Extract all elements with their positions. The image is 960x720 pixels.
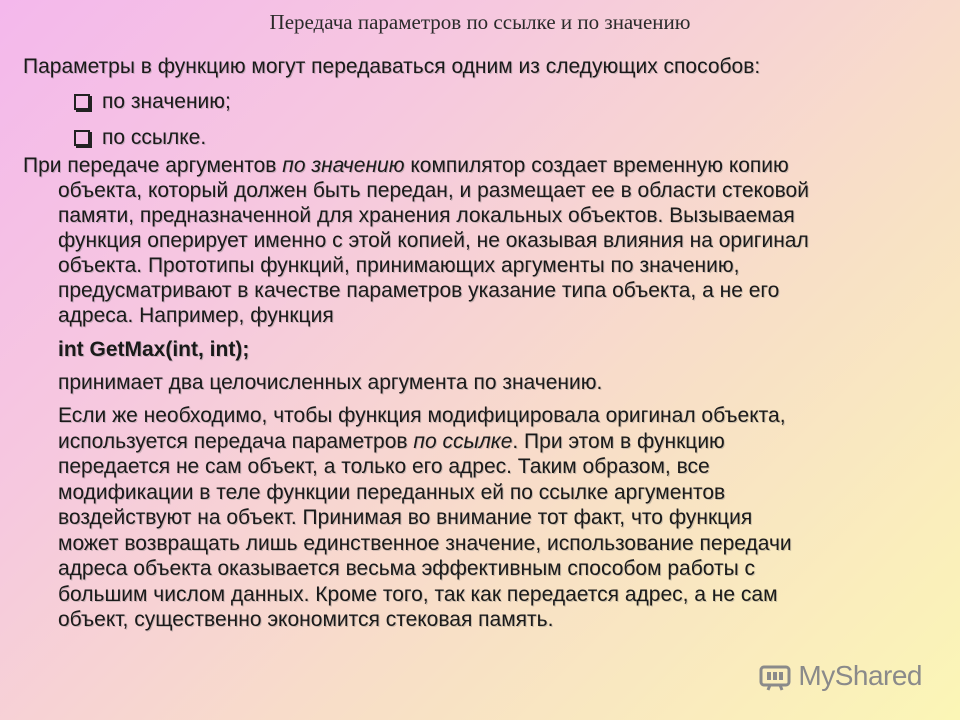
paragraph-line: Если же необходимо, чтобы функция модифицировала оригинал объекта, (58, 404, 786, 427)
paragraph-line: памяти, предназначенной для хранения локальных объектов. Вызываемая (58, 204, 795, 227)
paragraph-line: предусматривают в качестве параметров указание типа объекта, а не его (58, 279, 780, 302)
paragraph-line: воздействуют на объект. Принимая во внимание тот факт, что функция (58, 506, 753, 529)
paragraph-line: функция оперирует именно с этой копией, не оказывая влияния на оригинал (58, 229, 809, 252)
paragraph-line: адреса. Например, функция (58, 304, 334, 327)
myshared-logo-icon (758, 661, 792, 691)
paragraph-line: передается не сам объект, а только его адрес. Таким образом, все (58, 455, 710, 478)
paragraph-line: модификации в теле функции переданных ей по ссылке аргументов (58, 480, 726, 504)
watermark-text: MyShared (798, 660, 922, 691)
page-title: Передача параметров по ссылке и по значению (269, 10, 691, 34)
bullet-list (74, 84, 231, 156)
paragraph-line: объекта. Прототипы функций, принимающих аргументы по значению, (58, 254, 740, 277)
bullet-label: по ссылке. (102, 126, 207, 149)
checkbox-bullet-icon (74, 94, 90, 110)
text-run: . При этом в функцию (512, 429, 725, 453)
intro-text: Параметры в функцию могут передаваться одним из следующих способов: (23, 55, 761, 78)
paragraph-by-value (23, 153, 938, 328)
bullet-item (74, 84, 231, 120)
paragraph-line (23, 153, 938, 178)
paragraph-line: объект, существенно экономится стековая память. (58, 608, 554, 631)
text-run: используется передача параметров (58, 429, 414, 453)
text-run: компилятор создает временную копию (404, 154, 789, 177)
checkbox-bullet-icon (74, 130, 90, 146)
bullet-item (74, 120, 231, 156)
paragraph-line: может возвращать лишь единственное значение, использование передачи (58, 531, 792, 555)
paragraph-line: большим числом данных. Кроме того, так как передается адрес, а не сам (58, 582, 778, 606)
paragraph-line: адреса объекта оказывается весьма эффективным способом работы с (58, 557, 756, 580)
paragraph-line (58, 429, 938, 455)
emphasis-text: по ссылке (413, 429, 513, 453)
paragraph-by-reference (58, 403, 938, 633)
emphasis-text: по значению (282, 154, 405, 177)
code-example: int GetMax(int, int); (58, 338, 250, 361)
paragraph-code-explanation: принимает два целочисленных аргумента по значению. (58, 371, 603, 394)
bullet-label: по значению; (102, 90, 231, 113)
myshared-watermark (758, 660, 922, 692)
text-run: При передаче аргументов (23, 154, 283, 177)
paragraph-line: объекта, который должен быть передан, и размещает ее в области стековой (58, 179, 809, 202)
